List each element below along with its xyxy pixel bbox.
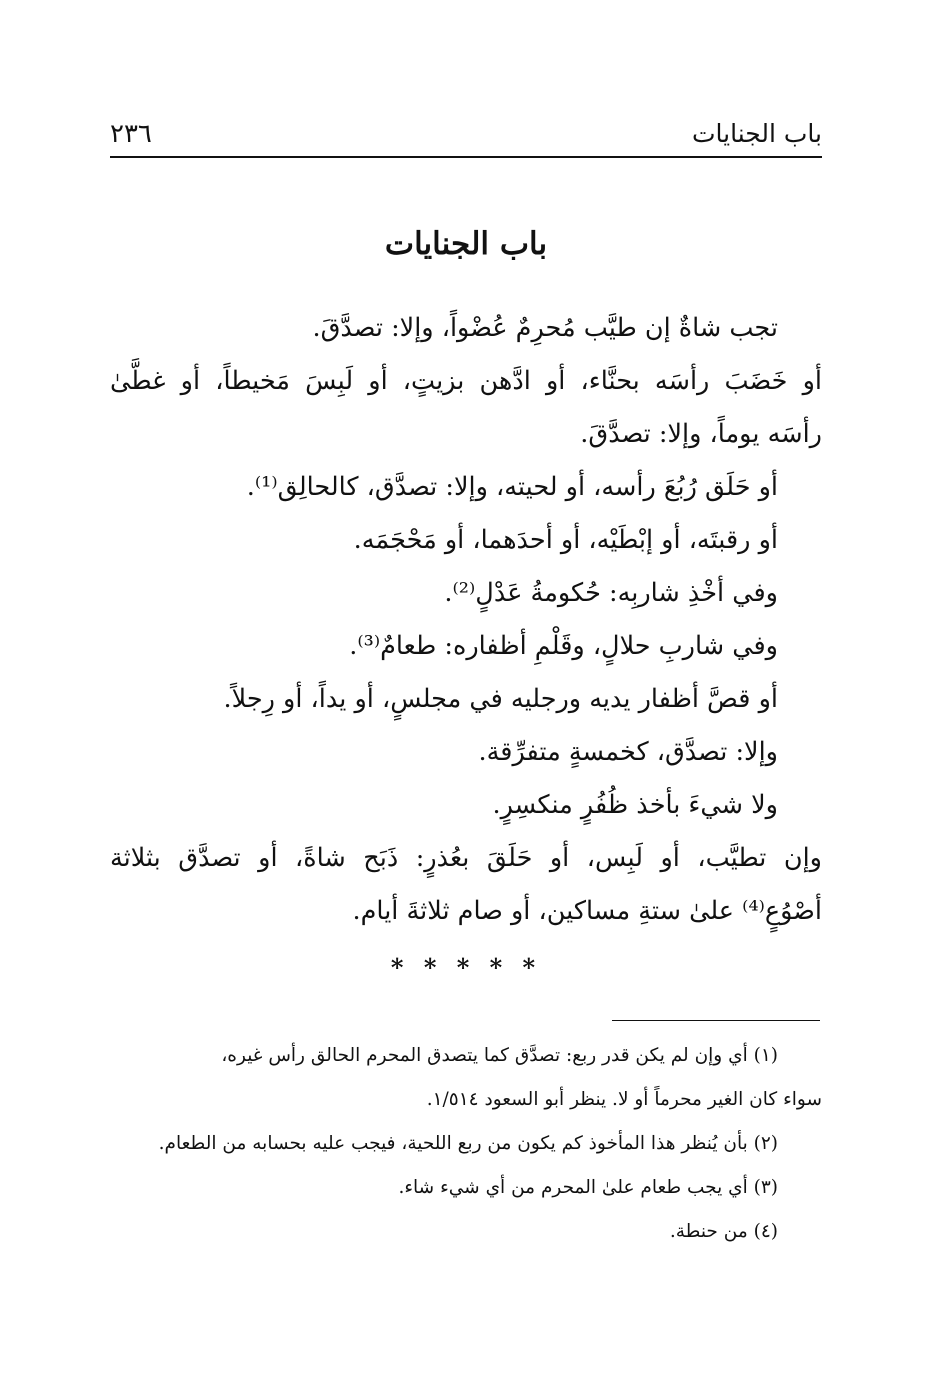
footnotes (110, 1034, 822, 1254)
footnote-line: سواء كان الغير محرماً أو لا. ينظر أبو السعود ١/٥١٤. (426, 1089, 822, 1110)
body-line: أو رقبتَه، أو إبْطَيْه، أو أحدَهما، أو مَحْجَمَه. (353, 525, 778, 555)
footnote-line: (٤) من حنطة. (669, 1221, 778, 1242)
running-header-title: باب الجنايات (691, 119, 822, 148)
body-line: وفي شاربِ حلالٍ، وقَلْمِ أظفاره: طعامٌ⁽³⁾. (349, 631, 778, 661)
body-line: وفي أخْذِ شاربِه: حُكومةُ عَدْلٍ⁽²⁾. (444, 578, 778, 608)
body-line: تجب شاةٌ إن طيَّب مُحرِمٌ عُضْواً، وإلا: تصدَّقَ. (312, 313, 778, 343)
footnote-divider (612, 1020, 820, 1021)
body-line: أو قصَّ أظفار يديه ورجليه في مجلسٍ، أو يداً، أو رِجلاً. (223, 684, 778, 714)
footnote-line: (٢) بأن يُنظر هذا المأخوذ كم يكون من ربع اللحية، فيجب عليه بحسابه من الطعام. (158, 1133, 778, 1154)
body-line: أصْوُعٍ⁽⁴⁾ علىٰ ستةِ مساكين، أو صام ثلاثةَ أيام. (352, 896, 822, 926)
body-text (110, 302, 822, 988)
body-line: أو حَلَق رُبُعَ رأسه، أو لحيته، وإلا: تصدَّق، كالحالِق⁽¹⁾. (246, 472, 778, 502)
body-line: ولا شيءَ بأخذ ظُفُرٍ منكسِرٍ. (492, 790, 778, 820)
footnote-line: (١) أي وإن لم يكن قدر ربع: تصدَّق كما يتصدق المحرم الحالق رأس غيره، (221, 1045, 778, 1066)
chapter-title: باب الجنايات (384, 226, 548, 262)
body-line: وإن تطيَّب، أو لَبِس، أو حَلَقَ بعُذرٍ: ذَبَح شاةً، أو تصدَّق بثلاثة (110, 843, 822, 873)
body-line: أو خَضَبَ رأسَه بحنَّاء، أو ادَّهن بزيتٍ، أو لَبِسَ مَخيطاً، أو غطَّىٰ (110, 366, 822, 396)
body-line: وإلا: تصدَّق، كخمسةٍ متفرِّقة. (478, 737, 778, 767)
running-header (110, 110, 822, 158)
footnote-line: (٣) أي يجب طعام علىٰ المحرم من أي شيء شاء. (398, 1177, 778, 1198)
body-line: رأسَه يوماً، وإلا: تصدَّقَ. (580, 419, 822, 449)
section-separator: * * * * * (390, 953, 542, 982)
page-number: ٢٣٦ (110, 119, 152, 149)
